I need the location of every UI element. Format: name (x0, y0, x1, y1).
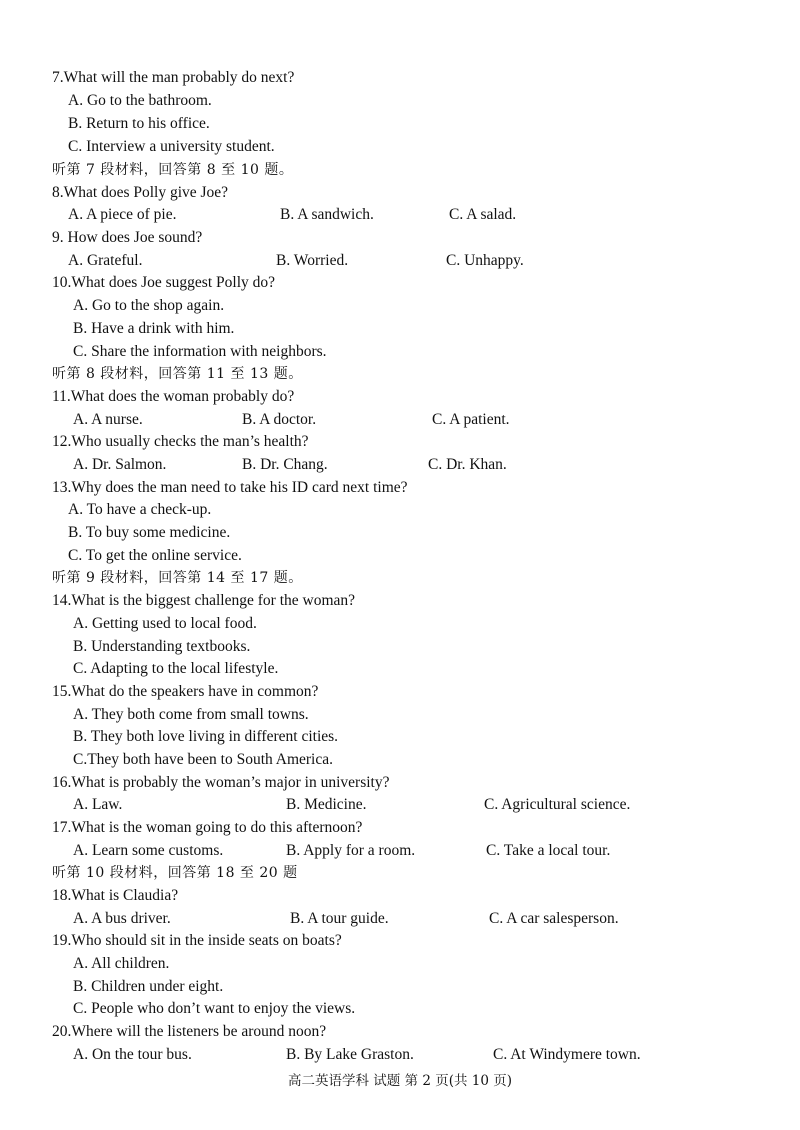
option-16c: C. Agricultural science. (484, 796, 631, 813)
question-12: 12.Who usually checks the man’s health? (52, 433, 309, 450)
option-15a: A. They both come from small towns. (73, 706, 309, 723)
question-9: 9. How does Joe sound? (52, 229, 203, 246)
option-9c: C. Unhappy. (446, 252, 524, 269)
question-8: 8.What does Polly give Joe? (52, 184, 229, 201)
option-20c: C. At Windymere town. (493, 1046, 641, 1063)
option-18c: C. A car salesperson. (489, 910, 619, 927)
question-17: 17.What is the woman going to do this afternoon? (52, 819, 363, 836)
option-10b: B. Have a drink with him. (73, 320, 235, 337)
option-9a: A. Grateful. (68, 252, 143, 269)
option-19b: B. Children under eight. (73, 978, 224, 995)
section-header-7: 听第 7 段材料，回答第 8 至 10 题。 (52, 162, 294, 178)
section-header-9: 听第 9 段材料，回答第 14 至 17 题。 (52, 570, 303, 586)
option-15b: B. They both love living in different cities. (73, 728, 339, 745)
option-9b: B. Worried. (276, 252, 349, 269)
section-header-10: 听第 10 段材料，回答第 18 至 20 题 (52, 865, 298, 881)
option-17c: C. Take a local tour. (486, 842, 611, 859)
question-13: 13.Why does the man need to take his ID card next time? (52, 479, 408, 496)
option-8a: A. A piece of pie. (68, 206, 177, 223)
option-20b: B. By Lake Graston. (286, 1046, 414, 1063)
question-10: 10.What does Joe suggest Polly do? (52, 274, 276, 291)
option-19a: A. All children. (73, 955, 170, 972)
option-14c: C. Adapting to the local lifestyle. (73, 660, 279, 677)
option-13a: A. To have a check-up. (68, 501, 212, 518)
option-8b: B. A sandwich. (280, 206, 374, 223)
section-header-8: 听第 8 段材料，回答第 11 至 13 题。 (52, 366, 303, 382)
option-18b: B. A tour guide. (290, 910, 389, 927)
option-15c: C.They both have been to South America. (73, 751, 333, 768)
option-11c: C. A patient. (432, 411, 510, 428)
option-14b: B. Understanding textbooks. (73, 638, 251, 655)
option-16b: B. Medicine. (286, 796, 367, 813)
question-19: 19.Who should sit in the inside seats on boats? (52, 932, 342, 949)
question-18: 18.What is Claudia? (52, 887, 179, 904)
option-11b: B. A doctor. (242, 411, 317, 428)
question-7: 7.What will the man probably do next? (52, 69, 295, 86)
option-7a: A. Go to the bathroom. (68, 92, 212, 109)
option-16a: A. Law. (73, 796, 123, 813)
option-13b: B. To buy some medicine. (68, 524, 231, 541)
question-15: 15.What do the speakers have in common? (52, 683, 319, 700)
option-7b: B. Return to his office. (68, 115, 210, 132)
question-16: 16.What is probably the woman’s major in university? (52, 774, 390, 791)
option-17a: A. Learn some customs. (73, 842, 224, 859)
option-12c: C. Dr. Khan. (428, 456, 507, 473)
option-14a: A. Getting used to local food. (73, 615, 257, 632)
option-11a: A. A nurse. (73, 411, 143, 428)
option-7c: C. Interview a university student. (68, 138, 275, 155)
option-20a: A. On the tour bus. (73, 1046, 192, 1063)
page-footer: 高二英语学科 试题 第 2 页(共 10 页) (287, 1073, 513, 1089)
option-10a: A. Go to the shop again. (73, 297, 225, 314)
option-10c: C. Share the information with neighbors. (73, 343, 327, 360)
option-18a: A. A bus driver. (73, 910, 171, 927)
option-8c: C. A salad. (449, 206, 517, 223)
question-20: 20.Where will the listeners be around noon? (52, 1023, 327, 1040)
option-12a: A. Dr. Salmon. (73, 456, 167, 473)
question-14: 14.What is the biggest challenge for the woman? (52, 592, 356, 609)
option-17b: B. Apply for a room. (286, 842, 416, 859)
option-12b: B. Dr. Chang. (242, 456, 328, 473)
question-11: 11.What does the woman probably do? (52, 388, 295, 405)
option-13c: C. To get the online service. (68, 547, 242, 564)
option-19c: C. People who don’t want to enjoy the views. (73, 1000, 356, 1017)
